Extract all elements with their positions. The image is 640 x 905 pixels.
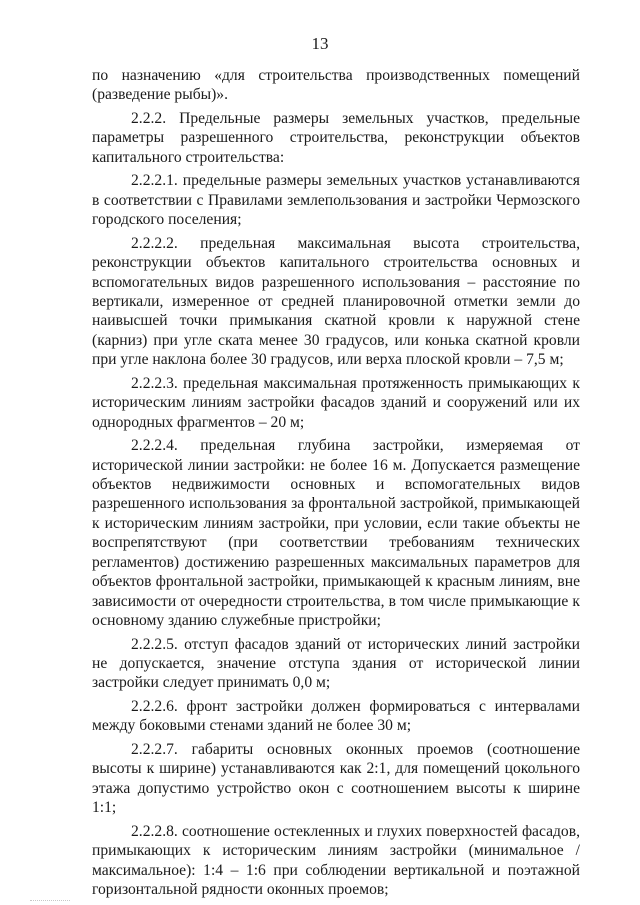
paragraph-2-2-2-4: 2.2.2.4. предельная глубина застройки, измеряемая от исторической линии застройки: не более 16 м. Допускается размещение объектов недвижимости основных и вспомогательных видов разрешенного использования за фронтальной застройкой, примыкающей к историческим линиям застройки, при условии, если такие объекты не воспрепятствуют (при соответствии требованиям технических регламентов) достижению разрешенных максимальных параметров для объектов фронтальной застройки, примыкающей к красным линиям, вне зависимости от очередности строительства, в том числе примыкающие к основному зданию служебные пристройки; [92, 437, 580, 629]
paragraph-continuation: по назначению «для строительства производственных помещений (разведение рыбы)». [92, 67, 580, 104]
scan-artifact [30, 897, 70, 901]
paragraph-2-2-2-2: 2.2.2.2. предельная максимальная высота строительства, реконструкции объектов капитального строительства основных и вспомогательных видов разрешенного использования – расстояние по вертикали, измеренное от средней планировочной отметки земли до наивысшей точки примыкания скатной кровли к наружной стене (карниз) при угле ската менее 30 градусов, или конька скатной кровли при угле наклона более 30 градусов, или верха плоской кровли – 7,5 м; [92, 234, 580, 369]
paragraph-2-2-2-3: 2.2.2.3. предельная максимальная протяженность примыкающих к историческим линиям застройки фасадов зданий и сооружений или их однородных фрагментов – 20 м; [92, 374, 580, 431]
document-body [92, 66, 580, 904]
page-number: 13 [311, 34, 329, 53]
paragraph-2-2-2: 2.2.2. Предельные размеры земельных участков, предельные параметры разрешенного строительства, реконструкции объектов капитального строительства: [92, 110, 580, 166]
paragraph-2-2-2-8: 2.2.2.8. соотношение остекленных и глухих поверхностей фасадов, примыкающих к историческим линиям застройки (минимальное / максимальное): 1:4 – 1:6 при соблюдении вертикальной и поэтажной горизонтальной рядности оконных проемов; [92, 822, 580, 898]
paragraph-2-2-2-7: 2.2.2.7. габариты основных оконных проемов (соотношение высоты к ширине) устанавливаются как 2:1, для помещений цокольного этажа допустимо устройство окон с соотношением высоты к ширине 1:1; [92, 740, 580, 817]
paragraph-2-2-2-6: 2.2.2.6. фронт застройки должен формироваться с интервалами между боковыми стенами зданий не более 30 м; [92, 697, 580, 735]
paragraph-2-2-2-1: 2.2.2.1. предельные размеры земельных участков устанавливаются в соответствии с Правилами землепользования и застройки Чермозского городского поселения; [92, 172, 580, 229]
paragraph-2-2-2-5: 2.2.2.5. отступ фасадов зданий от исторических линий застройки не допускается, значение отступа здания от исторической линии застройки следует принимать 0,0 м; [92, 635, 580, 692]
